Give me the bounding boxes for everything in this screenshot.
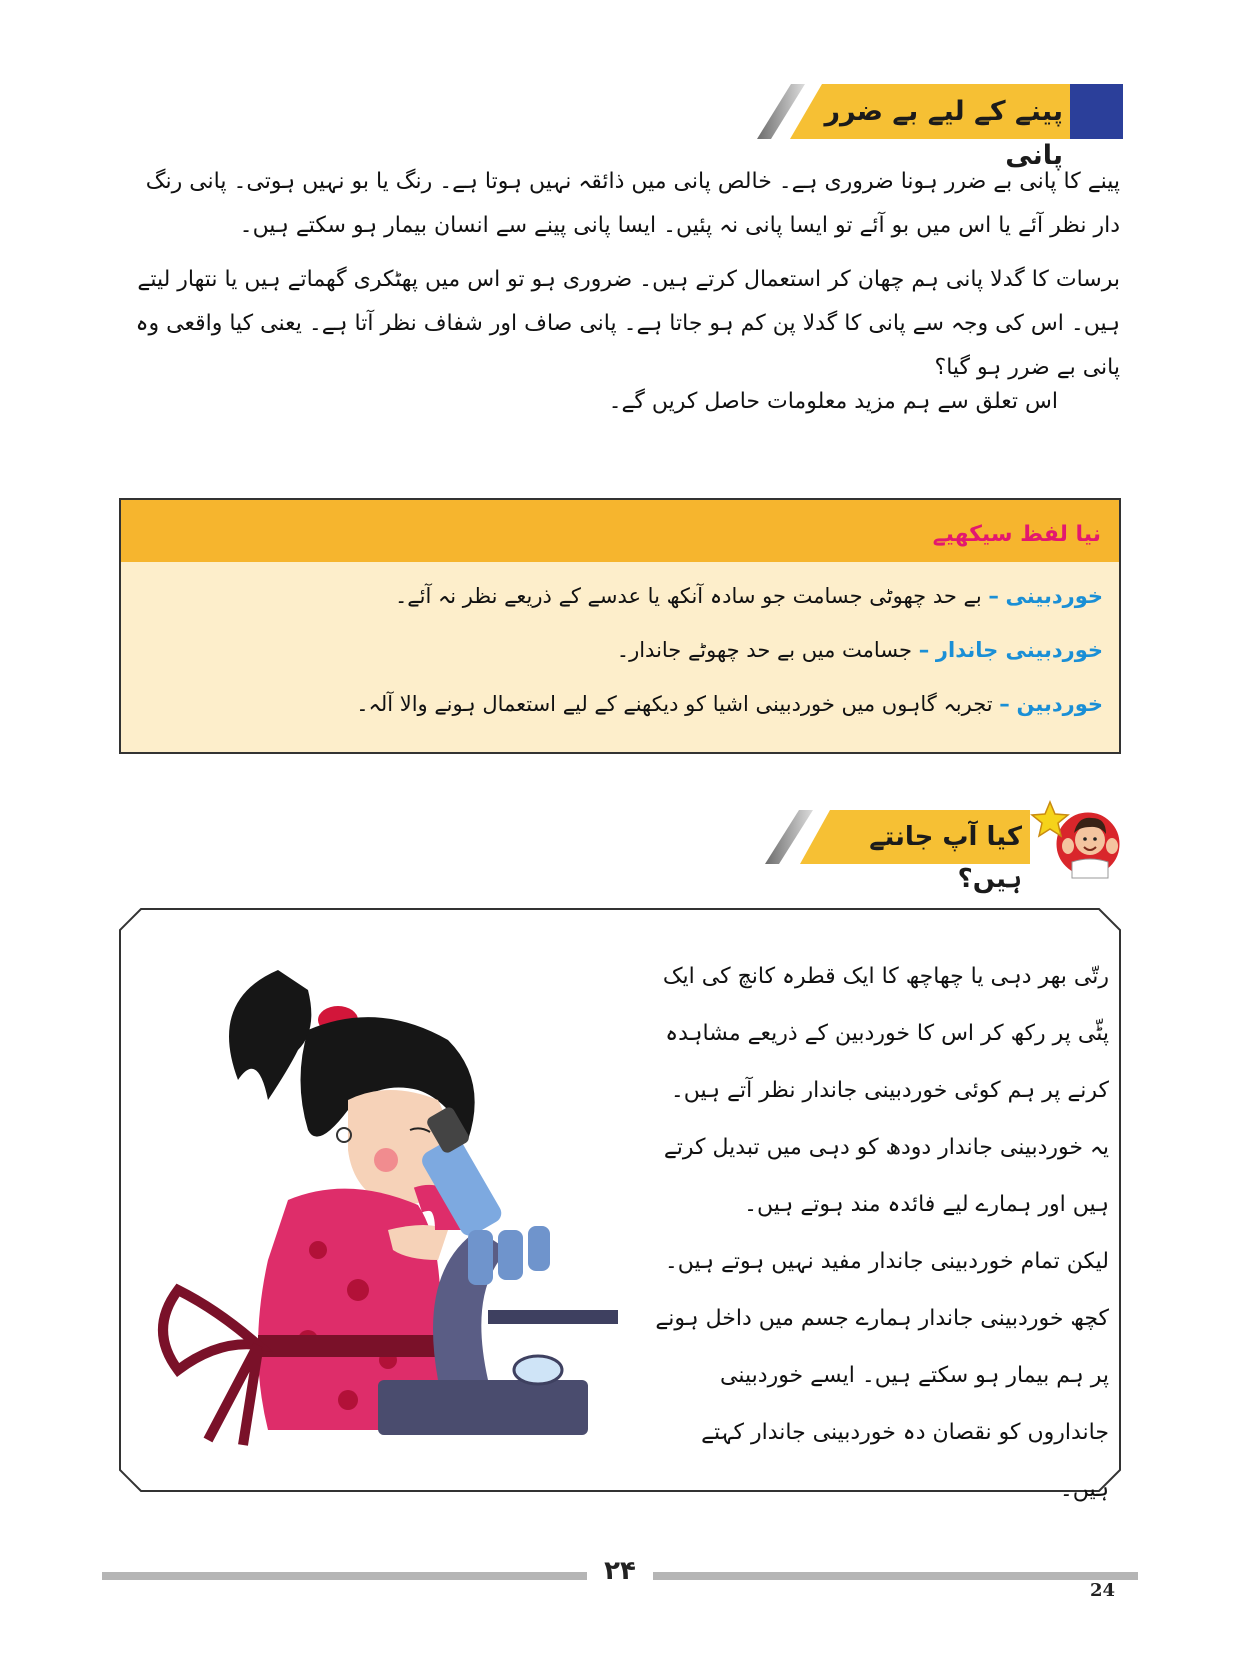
vocab-item [617, 638, 1103, 662]
vocab-definition: بے حد چھوٹی جسامت جو سادہ آنکھ یا عدسے کے ذریعے نظر نہ آئے۔ [395, 584, 982, 608]
vocab-definition: جسامت میں بے حد چھوٹے جاندار۔ [616, 638, 913, 662]
vocabulary-box [119, 498, 1121, 754]
info-paragraph-2: یہ خوردبینی جاندار دودھ کو دہی میں تبدیل کرتے ہیں اور ہمارے لیے فائدہ مند ہوتے ہیں۔ [663, 1135, 1109, 1217]
vocab-dash: – [988, 584, 999, 608]
footer-line-right [653, 1572, 1138, 1580]
vocab-definition: تجربہ گاہوں میں خوردبینی اشیا کو دیکھنے کے لیے استعمال ہونے والا آلہ۔ [356, 692, 993, 716]
vocabulary-title: نیا لفظ سیکھیے [932, 522, 1101, 547]
boy-mascot-icon [1030, 800, 1122, 880]
page-number: 24 [1090, 1580, 1116, 1601]
vocab-item [395, 584, 1103, 608]
vocab-term: خوردبینی جاندار [935, 638, 1103, 662]
section-heading: پینے کے لیے بے ضرر پانی [824, 96, 1063, 171]
did-you-know-heading: کیا آپ جانتے ہیں؟ [869, 822, 1022, 894]
heading-blue-block [1070, 84, 1123, 139]
vocab-term: خوردبینی [1005, 584, 1103, 608]
footer-line-left [102, 1572, 587, 1580]
girl-microscope-illustration [148, 930, 648, 1450]
vocab-dash: – [999, 692, 1010, 716]
vocab-dash: – [918, 638, 930, 662]
did-you-know-text [655, 948, 1109, 1518]
paragraph-1: پینے کا پانی بے ضرر ہونا ضروری ہے۔ خالص پانی میں ذائقہ نہیں ہوتا ہے۔ رنگ یا بو نہیں ہوتی۔ پانی رنگ دار نظر آئے یا اس میں بو آئے تو ایسا پانی نہ پئیں۔ ایسا پانی پینے سے انسان بیمار ہو سکتے ہیں۔ [145, 169, 1120, 238]
page-number-urdu: ۲۴ [604, 1556, 636, 1586]
info-paragraph-3: لیکن تمام خوردبینی جاندار مفید نہیں ہوتے ہیں۔ کچھ خوردبینی جاندار ہمارے جسم میں داخل ہونے پر ہم بیمار ہو سکتے ہیں۔ ایسے خوردبینی جانداروں کو نقصان دہ خوردبینی جاندار کہتے ہیں۔ [655, 1249, 1109, 1502]
info-paragraph-1: رتّی بھر دہی یا چھاچھ کا ایک قطرہ کانچ کی ایک پٹّی پر رکھ کر اس کا خوردبین کے ذریعے مشاہدہ کرنے پر ہم کوئی خوردبینی جاندار نظر آتے ہیں۔ [662, 964, 1109, 1103]
paragraph-2: برسات کا گدلا پانی ہم چھان کر استعمال کرتے ہیں۔ ضروری ہو تو اس میں پھٹکری گھماتے ہیں یا نتھار لیتے ہیں۔ اس کی وجہ سے پانی کا گدلا پن کم ہو جاتا ہے۔ پانی صاف اور شفاف نظر آتا ہے۔ یعنی کیا واقعی وہ پانی بے ضرر ہو گیا؟ [135, 267, 1120, 380]
vocabulary-header [121, 500, 1119, 562]
vocab-term: خوردبین [1016, 692, 1103, 716]
vocab-item [356, 692, 1103, 716]
paragraph-3: اس تعلق سے ہم مزید معلومات حاصل کریں گے۔ [608, 389, 1058, 414]
